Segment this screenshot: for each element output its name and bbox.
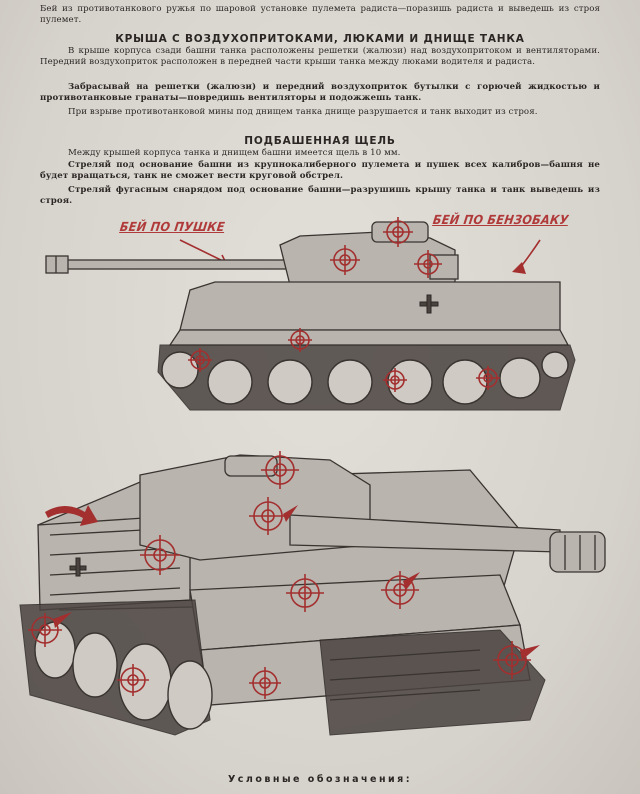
roof-paragraph-2: Забрасывай на решетки (жалюзи) и передний воздухоприток бутылки с горючей жидкостью и противотанковые гранаты—повредишь вентиляторы и подожжешь танк.	[40, 82, 600, 104]
roof-paragraph-3: При взрыве противотанковой мины под днищем танка днище разрушается и танк выходит из строя.	[68, 107, 538, 117]
legend-caption: Условные обозначения:	[227, 774, 413, 785]
callout-shoot-gun: БЕЙ ПО ПУШКЕ	[118, 219, 226, 234]
gap-paragraph-2: Стреляй под основание башни из крупнокалиберного пулемета и пушек всех калибров—башня не будет вращаться, танк не сможет вести круговой обстрел.	[40, 160, 600, 182]
gap-paragraph-1: Между крышей корпуса танка и днищем башни имеется щель в 10 мм.	[68, 148, 401, 158]
section-heading-turret-gap: ПОДБАШЕННАЯ ЩЕЛЬ	[244, 135, 396, 147]
section-heading-roof: КРЫША С ВОЗДУХОПРИТОКАМИ, ЛЮКАМИ И ДНИЩЕ ТАНКА	[115, 33, 525, 45]
gap-paragraph-3: Стреляй фугасным снарядом под основание башни—разрушишь крышу танка и танк выведешь из строя.	[40, 185, 600, 207]
callout-shoot-fuel-tank: БЕЙ ПО БЕНЗОБАКУ	[431, 212, 570, 227]
intro-paragraph: Бей из противотанкового ружья по шаровой установке пулемета радиста—поразишь радиста и выведешь из строя пулемет.	[40, 4, 600, 26]
roof-paragraph-1: В крыше корпуса сзади башни танка расположены решетки (жалюзи) над воздухопритоком и вентиляторами. Передний воздухоприток расположен в передней части крыши танка между люками водителя и радиста.	[40, 46, 600, 68]
